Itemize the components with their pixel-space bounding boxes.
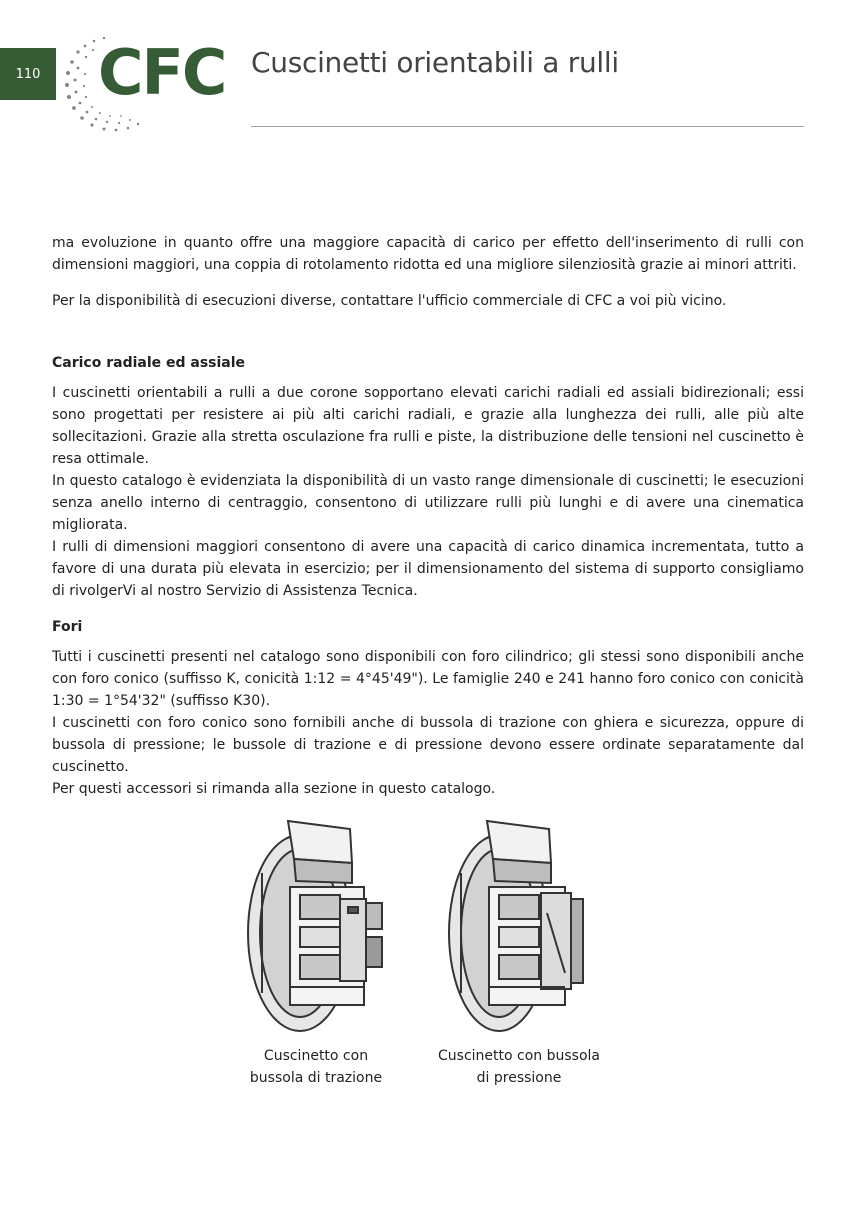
- page-number-tab: [0, 48, 56, 100]
- cfc-logo: CFC: [98, 36, 226, 109]
- intro-paragraph: Per la disponibilità di esecuzioni diverse, contattare l'ufficio commerciale di CFC a voi più vicino.: [52, 293, 727, 309]
- fori-paragraph: I cuscinetti con foro conico sono fornibili anche di bussola di trazione con ghiera e sicurezza, oppure di bussola di pressione; le bussole di trazione e di pressione devono essere ordinate separatamente dal cuscinetto.: [52, 715, 804, 775]
- bearing-pressione-icon: [437, 803, 601, 1035]
- fori-paragraph: Per questi accessori si rimanda alla sezione in questo catalogo.: [52, 781, 496, 797]
- figure-bearing-pressione: [437, 803, 601, 1089]
- carico-paragraph: In questo catalogo è evidenziata la disponibilità di un vasto range dimensionale di cuscinetti; le esecuzioni senza anello interno di centraggio, consentono di utilizzare rulli più lunghi e di avere una cinematica migliorata.: [52, 473, 804, 533]
- bearing-trazione-icon: [240, 803, 392, 1035]
- carico-paragraph: I rulli di dimensioni maggiori consentono di avere una capacità di carico dinamica incrementata, tutto a favore di una durata più elevata in esercizio; per il dimensionamento del sistema di supporto consigliamo di rivolgerVi al nostro Servizio di Assistenza Tecnica.: [52, 539, 804, 599]
- fori-paragraph: Tutti i cuscinetti presenti nel catalogo sono disponibili con foro cilindrico; gli stessi sono disponibili anche con foro conico (suffisso K, conicità 1:12 = 4°45'49"). Le famiglie 240 e 241 hanno foro conico con conicità 1:30 = 1°54'32" (suffisso K30).: [52, 649, 804, 709]
- section-heading-carico: Carico radiale ed assiale: [52, 355, 246, 371]
- figure-bearing-trazione: [240, 803, 392, 1089]
- carico-paragraph: I cuscinetti orientabili a rulli a due corone sopportano elevati carichi radiali ed assiali bidirezionali; essi sono progettati per resistere ai più alti carichi radiali, e grazie alla lunghezza dei rulli, alle più alte sollecitazioni. Grazie alla stretta osculazione fra rulli e piste, la distribuzione delle tensioni nel cuscinetto è resa ottimale.: [52, 385, 804, 467]
- figure-caption: Cuscinetto con bussola di pressione: [438, 1048, 600, 1086]
- figure-caption: Cuscinetto con bussola di trazione: [249, 1048, 383, 1086]
- page-number: 110: [15, 66, 41, 82]
- intro-paragraph: ma evoluzione in quanto offre una maggiore capacità di carico per effetto dell'inserimento di rulli con dimensioni maggiori, una coppia di rotolamento ridotta ed una migliore silenziosità grazie ai minori attriti.: [52, 235, 804, 273]
- section-heading-fori: Fori: [52, 619, 83, 635]
- header-divider: [251, 126, 804, 127]
- page-title: Cuscinetti orientabili a rulli: [251, 46, 619, 79]
- main-content: [52, 232, 804, 800]
